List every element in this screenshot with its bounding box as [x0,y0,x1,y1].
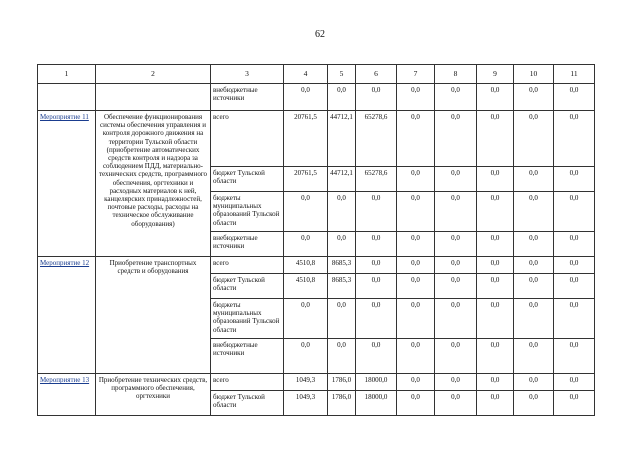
col-header: 3 [211,65,284,84]
value-cell: 0,0 [284,232,328,257]
value-cell: 0,0 [554,274,595,299]
value-cell: 0,0 [435,257,477,274]
value-cell: 0,0 [435,339,477,374]
value-cell: 0,0 [435,299,477,339]
funding-source: бюджет Тульской области [211,274,284,299]
value-cell: 0,0 [477,111,514,167]
value-cell: 0,0 [356,274,397,299]
value-cell: 0,0 [514,232,554,257]
value-cell: 0,0 [397,111,435,167]
value-cell: 0,0 [397,339,435,374]
value-cell: 0,0 [328,232,356,257]
value-cell: 0,0 [477,167,514,192]
measure-code[interactable]: Мероприятие 12 [38,257,96,374]
measure-description: Обеспечение функционирования системы обеспечения управления и контроля дорожного движения на территории Тульской области (приобретение автоматических средств контроля и надзора за соблюдением ПДД, материально-технических средств, программного обеспечения, оргтехники и расходных материалов к ней, канцелярских принадлежностей, почтовые расходы, расходы на техническое обслуживание оборудования) [96,111,211,257]
value-cell: 0,0 [397,232,435,257]
value-cell: 0,0 [397,192,435,232]
value-cell: 0,0 [284,299,328,339]
value-cell: 4510,8 [284,257,328,274]
value-cell: 1786,0 [328,374,356,391]
col-header: 4 [284,65,328,84]
value-cell: 0,0 [328,192,356,232]
value-cell: 0,0 [435,274,477,299]
col-header: 11 [554,65,595,84]
value-cell: 0,0 [356,339,397,374]
value-cell: 0,0 [477,257,514,274]
col-header: 1 [38,65,96,84]
value-cell: 20761,5 [284,111,328,167]
value-cell: 0,0 [356,232,397,257]
header-row [38,65,595,84]
budget-table [37,64,595,416]
value-cell: 0,0 [554,257,595,274]
funding-source: внебюджетные источники [211,232,284,257]
funding-source: бюджеты муниципальных образований Тульской области [211,192,284,232]
value-cell: 0,0 [514,167,554,192]
value-cell: 44712,1 [328,111,356,167]
value-cell: 0,0 [514,299,554,339]
col-header: 10 [514,65,554,84]
value-cell: 0,0 [435,374,477,391]
value-cell: 65278,6 [356,111,397,167]
measure-description: Приобретение транспортных средств и оборудования [96,257,211,374]
value-cell: 4510,8 [284,274,328,299]
table-row [38,257,595,274]
value-cell: 0,0 [477,274,514,299]
value-cell: 0,0 [554,192,595,232]
measure-description: Приобретение технических средств, программного обеспечения, оргтехники [96,374,211,416]
value-cell: 1049,3 [284,374,328,391]
funding-source: всего [211,257,284,274]
value-cell: 20761,5 [284,167,328,192]
value-cell: 0,0 [554,374,595,391]
value-cell: 0,0 [477,84,514,111]
value-cell: 18000,0 [356,391,397,416]
funding-source: внебюджетные источники [211,339,284,374]
value-cell: 1786,0 [328,391,356,416]
value-cell: 0,0 [435,192,477,232]
value-cell: 0,0 [397,374,435,391]
col-header: 2 [96,65,211,84]
value-cell: 8685,3 [328,257,356,274]
value-cell: 1049,3 [284,391,328,416]
value-cell: 65278,6 [356,167,397,192]
value-cell: 44712,1 [328,167,356,192]
funding-source: бюджет Тульской области [211,167,284,192]
page-number: 62 [315,29,325,40]
value-cell: 0,0 [477,374,514,391]
value-cell: 8685,3 [328,274,356,299]
col-header: 8 [435,65,477,84]
col-header: 5 [328,65,356,84]
value-cell: 0,0 [356,299,397,339]
col-header: 9 [477,65,514,84]
value-cell: 0,0 [397,84,435,111]
value-cell: 0,0 [554,391,595,416]
value-cell: 0,0 [514,339,554,374]
measure-code[interactable]: Мероприятие 11 [38,111,96,257]
table-row [38,374,595,391]
value-cell: 0,0 [397,391,435,416]
value-cell: 0,0 [477,232,514,257]
value-cell: 0,0 [435,84,477,111]
value-cell: 0,0 [397,299,435,339]
col-header: 6 [356,65,397,84]
value-cell: 0,0 [554,111,595,167]
value-cell: 0,0 [435,111,477,167]
value-cell: 0,0 [328,339,356,374]
value-cell: 0,0 [356,257,397,274]
value-cell: 0,0 [477,391,514,416]
value-cell: 0,0 [356,84,397,111]
value-cell: 0,0 [514,84,554,111]
value-cell: 0,0 [397,167,435,192]
value-cell: 0,0 [435,391,477,416]
value-cell: 0,0 [514,257,554,274]
value-cell: 0,0 [514,374,554,391]
value-cell: 0,0 [435,167,477,192]
value-cell: 0,0 [554,84,595,111]
value-cell: 0,0 [284,339,328,374]
col-header: 7 [397,65,435,84]
value-cell: 0,0 [284,84,328,111]
value-cell: 0,0 [554,299,595,339]
value-cell: 0,0 [554,167,595,192]
value-cell: 0,0 [514,391,554,416]
value-cell: 0,0 [554,339,595,374]
value-cell: 0,0 [356,192,397,232]
value-cell: 0,0 [397,257,435,274]
value-cell: 0,0 [514,192,554,232]
funding-source: бюджеты муниципальных образований Тульской области [211,299,284,339]
value-cell: 0,0 [477,192,514,232]
table-row [38,84,595,111]
value-cell: 0,0 [397,274,435,299]
value-cell: 0,0 [554,232,595,257]
value-cell: 0,0 [435,232,477,257]
value-cell: 0,0 [477,299,514,339]
value-cell: 0,0 [328,299,356,339]
value-cell: 0,0 [328,84,356,111]
value-cell: 18000,0 [356,374,397,391]
measure-code[interactable]: Мероприятие 13 [38,374,96,416]
value-cell: 0,0 [514,111,554,167]
value-cell: 0,0 [284,192,328,232]
funding-source: всего [211,111,284,167]
funding-source: бюджет Тульской области [211,391,284,416]
funding-source: внебюджетные источники [211,84,284,111]
value-cell: 0,0 [514,274,554,299]
value-cell: 0,0 [477,339,514,374]
funding-source: всего [211,374,284,391]
table-row [38,111,595,167]
